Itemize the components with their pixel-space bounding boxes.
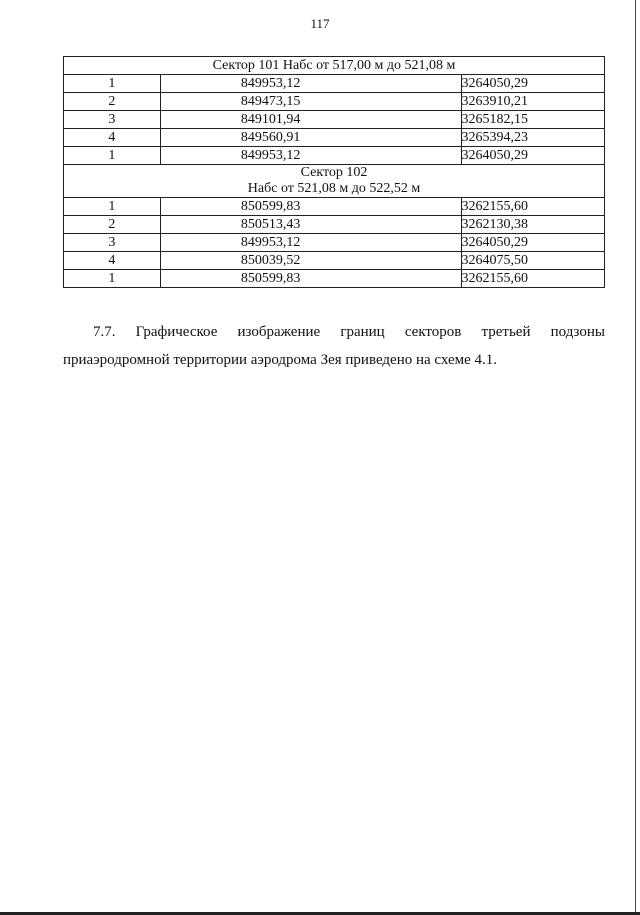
- paragraph-line-2: приаэродромной территории аэродрома Зея приведено на схеме 4.1.: [63, 352, 498, 368]
- paragraph-word: подзоны: [550, 324, 605, 340]
- sector-heading-row: [64, 57, 605, 75]
- table-row: [64, 129, 605, 147]
- paragraph-word: секторов: [404, 324, 462, 340]
- table-row: [64, 75, 605, 93]
- sector-heading-row: [64, 165, 605, 198]
- x-coordinate-cell: 850513,43: [160, 216, 461, 234]
- point-number-cell: 3: [64, 234, 161, 252]
- y-coordinate-cell: 3264050,29: [461, 234, 605, 252]
- y-coordinate-cell: 3265394,23: [461, 129, 605, 147]
- table-row: [64, 216, 605, 234]
- point-number-cell: 3: [64, 111, 161, 129]
- y-coordinate-cell: 3264075,50: [461, 252, 605, 270]
- point-number-cell: 1: [64, 147, 161, 165]
- paragraph-line-1: [63, 318, 605, 346]
- table-row: [64, 234, 605, 252]
- page-number: 117: [310, 16, 330, 31]
- paragraph-word: Графическое: [135, 324, 218, 340]
- coordinates-table: [63, 56, 605, 288]
- point-number-cell: 1: [64, 198, 161, 216]
- y-coordinate-cell: 3262155,60: [461, 270, 605, 288]
- scan-edge-line: [635, 0, 636, 915]
- sector-heading: [64, 165, 605, 198]
- x-coordinate-cell: 849473,15: [160, 93, 461, 111]
- y-coordinate-cell: 3264050,29: [461, 75, 605, 93]
- y-coordinate-cell: 3265182,15: [461, 111, 605, 129]
- point-number-cell: 1: [64, 75, 161, 93]
- x-coordinate-cell: 849560,91: [160, 129, 461, 147]
- x-coordinate-cell: 849101,94: [160, 111, 461, 129]
- point-number-cell: 4: [64, 252, 161, 270]
- paragraph-word: границ: [340, 324, 385, 340]
- x-coordinate-cell: 849953,12: [160, 147, 461, 165]
- point-number-cell: 4: [64, 129, 161, 147]
- x-coordinate-cell: 849953,12: [160, 234, 461, 252]
- point-number-cell: 2: [64, 216, 161, 234]
- paragraph-word: изображение: [237, 324, 321, 340]
- sector-heading: [64, 57, 605, 75]
- table-row: [64, 270, 605, 288]
- table-row: [64, 252, 605, 270]
- table-row: [64, 111, 605, 129]
- x-coordinate-cell: 849953,12: [160, 75, 461, 93]
- x-coordinate-cell: 850599,83: [160, 270, 461, 288]
- sector-heading-line: Набс от 521,08 м до 522,52 м: [247, 181, 421, 196]
- point-number-cell: 1: [64, 270, 161, 288]
- sector-heading-line: Сектор 102: [300, 165, 368, 180]
- y-coordinate-cell: 3262155,60: [461, 198, 605, 216]
- paragraph-7-7: [63, 318, 605, 374]
- y-coordinate-cell: 3264050,29: [461, 147, 605, 165]
- x-coordinate-cell: 850039,52: [160, 252, 461, 270]
- table-row: [64, 198, 605, 216]
- y-coordinate-cell: 3263910,21: [461, 93, 605, 111]
- paragraph-word: 7.7.: [93, 324, 116, 340]
- table-row: [64, 93, 605, 111]
- sector-heading-line: Сектор 101 Набс от 517,00 м до 521,08 м: [212, 57, 456, 73]
- x-coordinate-cell: 850599,83: [160, 198, 461, 216]
- y-coordinate-cell: 3262130,38: [461, 216, 605, 234]
- point-number-cell: 2: [64, 93, 161, 111]
- table-row: [64, 147, 605, 165]
- paragraph-word: третьей: [481, 324, 531, 340]
